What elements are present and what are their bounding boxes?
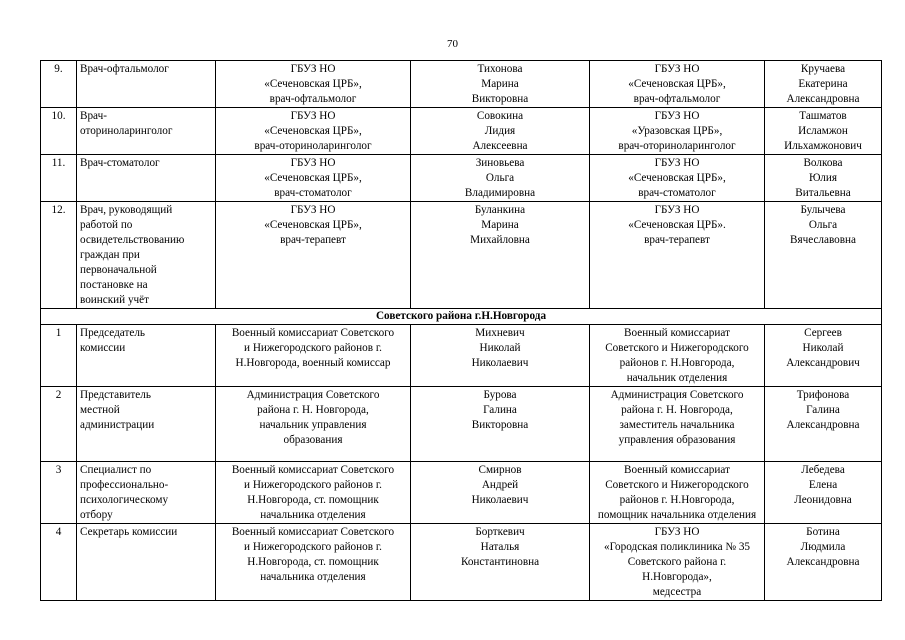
cell-line: Военный комиссариат bbox=[624, 327, 730, 339]
cell-line: отбору bbox=[80, 509, 113, 521]
cell-line: освидетельствованию bbox=[80, 234, 185, 246]
cell-reserve-name bbox=[765, 108, 882, 155]
table-row bbox=[41, 387, 882, 462]
cell-line: медсестра bbox=[652, 586, 702, 598]
cell-line: Алексеевна bbox=[472, 140, 528, 152]
cell-line: ГБУЗ НО bbox=[290, 110, 336, 122]
cell-line: Администрация Советского bbox=[246, 389, 380, 401]
cell-reserve-org bbox=[590, 462, 765, 524]
cell-line: ГБУЗ НО bbox=[290, 204, 336, 216]
cell-reserve-org bbox=[590, 61, 765, 108]
cell-line: Врач- bbox=[80, 110, 107, 122]
cell-main-name bbox=[411, 325, 590, 387]
cell-line: ГБУЗ НО bbox=[290, 63, 336, 75]
cell-line: ГБУЗ НО bbox=[654, 63, 700, 75]
cell-main-org bbox=[216, 325, 411, 387]
cell-num: 12. bbox=[41, 202, 77, 309]
cell-line: местной bbox=[80, 404, 120, 416]
cell-line: Смирнов bbox=[478, 464, 522, 476]
cell-main-org bbox=[216, 155, 411, 202]
cell-line: Сергеев bbox=[804, 327, 842, 339]
cell-line: Вячеславовна bbox=[789, 234, 857, 246]
cell-line: Администрация Советского bbox=[610, 389, 744, 401]
cell-line: ГБУЗ НО bbox=[654, 110, 700, 122]
cell-line: Викторовна bbox=[471, 419, 529, 431]
cell-line: Кручаева bbox=[800, 63, 846, 75]
table-row bbox=[41, 108, 882, 155]
cell-line: Викторовна bbox=[471, 93, 529, 105]
cell-line: «Сеченовская ЦРБ», bbox=[628, 78, 726, 90]
cell-main-name bbox=[411, 108, 590, 155]
cell-line: психологическому bbox=[80, 494, 169, 506]
cell-line: Зиновьева bbox=[475, 157, 525, 169]
cell-line: Николай bbox=[479, 342, 521, 354]
cell-line: воинский учёт bbox=[80, 294, 150, 306]
cell-line: Врач, руководящий bbox=[80, 204, 173, 216]
cell-line: районов г. Н.Новгорода, bbox=[619, 357, 735, 369]
cell-main-name bbox=[411, 61, 590, 108]
cell-line: района г. Н. Новгорода, bbox=[257, 404, 369, 416]
table-row bbox=[41, 524, 882, 601]
cell-line: Екатерина bbox=[798, 78, 848, 90]
cell-line: «Сеченовская ЦРБ», bbox=[264, 125, 362, 137]
cell-line: Галина bbox=[806, 404, 840, 416]
cell-main-org bbox=[216, 387, 411, 462]
cell-line: помощник начальника отделения bbox=[597, 509, 757, 521]
cell-line: Владимировна bbox=[464, 187, 536, 199]
cell-line: Ольга bbox=[485, 172, 515, 184]
table-row bbox=[41, 325, 882, 387]
table-body-section bbox=[41, 309, 882, 325]
cell-line: Лебедева bbox=[801, 464, 845, 476]
cell-line: Михайловна bbox=[470, 234, 530, 246]
cell-num: 9. bbox=[41, 61, 77, 108]
cell-line: Советского и Нижегородского bbox=[605, 479, 749, 491]
cell-line: Представитель bbox=[80, 389, 151, 401]
cell-reserve-org bbox=[590, 202, 765, 309]
cell-line: «Сеченовская ЦРБ». bbox=[628, 219, 726, 231]
cell-line: Елена bbox=[808, 479, 838, 491]
cell-line: Ташматов bbox=[799, 110, 847, 122]
cell-line: Наталья bbox=[480, 541, 520, 553]
cell-line: и Нижегородского районов г. bbox=[244, 541, 382, 553]
cell-main-name bbox=[411, 155, 590, 202]
cell-line: Врач-офтальмолог bbox=[80, 63, 169, 75]
cell-position bbox=[77, 61, 216, 108]
cell-line: Константиновна bbox=[460, 556, 540, 568]
cell-line: Советского и Нижегородского bbox=[605, 342, 749, 354]
cell-line: Совокина bbox=[476, 110, 524, 122]
cell-line: постановке на bbox=[80, 279, 148, 291]
cell-reserve-org bbox=[590, 325, 765, 387]
cell-line: Ильхамжонович bbox=[784, 140, 862, 152]
cell-line: профессионально- bbox=[80, 479, 169, 491]
cell-line: Военный комиссариат Советского bbox=[231, 526, 395, 538]
cell-line: Александровна bbox=[786, 556, 860, 568]
cell-line: Специалист по bbox=[80, 464, 152, 476]
cell-line: граждан при bbox=[80, 249, 140, 261]
cell-line: Военный комиссариат Советского bbox=[231, 327, 395, 339]
cell-line: Ольга bbox=[808, 219, 838, 231]
cell-reserve-name bbox=[765, 155, 882, 202]
cell-line: врач-терапевт bbox=[280, 234, 346, 246]
cell-line: Трифонова bbox=[796, 389, 850, 401]
cell-position bbox=[77, 155, 216, 202]
cell-position bbox=[77, 325, 216, 387]
table-row bbox=[41, 155, 882, 202]
cell-line: «Городская поликлиника № 35 bbox=[603, 541, 751, 553]
cell-reserve-name bbox=[765, 325, 882, 387]
cell-line: врач-оториноларинголог bbox=[618, 140, 736, 152]
cell-line: врач-терапевт bbox=[644, 234, 710, 246]
table-body-bottom bbox=[41, 325, 882, 601]
cell-num: 4 bbox=[41, 524, 77, 601]
cell-line: комиссии bbox=[80, 342, 126, 354]
cell-reserve-name bbox=[765, 387, 882, 462]
cell-line: Буланкина bbox=[474, 204, 526, 216]
cell-position bbox=[77, 387, 216, 462]
cell-line: «Уразовская ЦРБ», bbox=[631, 125, 723, 137]
cell-line: Николаевич bbox=[471, 357, 529, 369]
cell-line: Военный комиссариат Советского bbox=[231, 464, 395, 476]
cell-main-org bbox=[216, 524, 411, 601]
cell-line: Марина bbox=[481, 219, 519, 231]
cell-line: Советского района г. bbox=[627, 556, 727, 568]
table-row bbox=[41, 462, 882, 524]
cell-main-name bbox=[411, 202, 590, 309]
cell-line: Н.Новгорода», bbox=[642, 571, 712, 583]
cell-num: 3 bbox=[41, 462, 77, 524]
cell-line: врач-офтальмолог bbox=[269, 93, 357, 105]
cell-reserve-name bbox=[765, 61, 882, 108]
cell-line: районов г. Н.Новгорода, bbox=[619, 494, 735, 506]
cell-reserve-org bbox=[590, 108, 765, 155]
cell-line: Секретарь комиссии bbox=[80, 526, 178, 538]
cell-main-org bbox=[216, 61, 411, 108]
cell-line: управления образования bbox=[618, 434, 736, 446]
table-row bbox=[41, 61, 882, 108]
cell-reserve-name bbox=[765, 462, 882, 524]
cell-line: начальника отделения bbox=[260, 571, 366, 583]
cell-num: 2 bbox=[41, 387, 77, 462]
cell-line: района г. Н. Новгорода, bbox=[621, 404, 733, 416]
cell-line: Александровна bbox=[786, 419, 860, 431]
cell-line: Юлия bbox=[808, 172, 838, 184]
cell-line: Галина bbox=[483, 404, 517, 416]
cell-line: начальник управления bbox=[259, 419, 367, 431]
cell-line: Бурова bbox=[483, 389, 517, 401]
cell-line: образования bbox=[283, 434, 343, 446]
cell-num: 11. bbox=[41, 155, 77, 202]
cell-main-org bbox=[216, 462, 411, 524]
cell-line: Леонидовна bbox=[794, 494, 852, 506]
cell-line: «Сеченовская ЦРБ», bbox=[264, 172, 362, 184]
cell-reserve-org bbox=[590, 387, 765, 462]
commission-table bbox=[40, 60, 882, 601]
cell-line: «Сеченовская ЦРБ», bbox=[264, 78, 362, 90]
cell-line: Исламжон bbox=[798, 125, 848, 137]
cell-reserve-name bbox=[765, 524, 882, 601]
cell-line: Волкова bbox=[803, 157, 843, 169]
cell-line: оториноларинголог bbox=[80, 125, 173, 137]
cell-line: Тихонова bbox=[477, 63, 523, 75]
cell-num: 10. bbox=[41, 108, 77, 155]
cell-line: врач-оториноларинголог bbox=[254, 140, 372, 152]
cell-line: администрации bbox=[80, 419, 155, 431]
cell-line: врач-стоматолог bbox=[638, 187, 716, 199]
cell-line: и Нижегородского районов г. bbox=[244, 479, 382, 491]
cell-position bbox=[77, 462, 216, 524]
cell-line: Борткевич bbox=[475, 526, 525, 538]
cell-line: Людмила bbox=[800, 541, 846, 553]
cell-line: Н.Новгорода, ст. помощник bbox=[247, 556, 379, 568]
cell-line: и Нижегородского районов г. bbox=[244, 342, 382, 354]
cell-reserve-org bbox=[590, 524, 765, 601]
cell-main-org bbox=[216, 108, 411, 155]
cell-line: Николай bbox=[802, 342, 844, 354]
cell-line: Михневич bbox=[475, 327, 525, 339]
cell-line: начальника отделения bbox=[260, 509, 366, 521]
cell-line: первоначальной bbox=[80, 264, 157, 276]
cell-line: ГБУЗ НО bbox=[290, 157, 336, 169]
cell-reserve-name bbox=[765, 202, 882, 309]
cell-reserve-org bbox=[590, 155, 765, 202]
cell-line: Николаевич bbox=[471, 494, 529, 506]
cell-position bbox=[77, 524, 216, 601]
cell-num: 1 bbox=[41, 325, 77, 387]
cell-line: заместитель начальника bbox=[619, 419, 735, 431]
cell-line: работой по bbox=[80, 219, 133, 231]
cell-line: ГБУЗ НО bbox=[654, 204, 700, 216]
section-row bbox=[41, 309, 882, 325]
cell-line: Марина bbox=[481, 78, 519, 90]
cell-line: Андрей bbox=[481, 479, 519, 491]
cell-position bbox=[77, 108, 216, 155]
cell-main-name bbox=[411, 387, 590, 462]
cell-line: Ботина bbox=[806, 526, 840, 538]
cell-main-name bbox=[411, 462, 590, 524]
cell-main-org bbox=[216, 202, 411, 309]
cell-line: Военный комиссариат bbox=[624, 464, 730, 476]
section-title: Советского района г.Н.Новгорода bbox=[41, 309, 882, 325]
cell-line: «Сеченовская ЦРБ», bbox=[264, 219, 362, 231]
cell-line: Председатель bbox=[80, 327, 146, 339]
cell-line: врач-стоматолог bbox=[274, 187, 352, 199]
cell-line: Александрович bbox=[786, 357, 860, 369]
cell-line: Витальевна bbox=[795, 187, 851, 199]
cell-position bbox=[77, 202, 216, 309]
cell-line: начальник отделения bbox=[626, 372, 728, 384]
cell-line: Н.Новгорода, ст. помощник bbox=[247, 494, 379, 506]
cell-line: врач-офтальмолог bbox=[633, 93, 721, 105]
cell-line: Лидия bbox=[484, 125, 516, 137]
cell-main-name bbox=[411, 524, 590, 601]
cell-line: Александровна bbox=[786, 93, 860, 105]
table-row bbox=[41, 202, 882, 309]
cell-line: ГБУЗ НО bbox=[654, 157, 700, 169]
cell-line: Н.Новгорода, военный комиссар bbox=[235, 357, 391, 369]
cell-line: ГБУЗ НО bbox=[654, 526, 700, 538]
page-number: 70 bbox=[447, 38, 458, 50]
cell-line: Врач-стоматолог bbox=[80, 157, 160, 169]
cell-line: «Сеченовская ЦРБ», bbox=[628, 172, 726, 184]
table-body-top bbox=[41, 61, 882, 309]
cell-line: Булычева bbox=[800, 204, 846, 216]
